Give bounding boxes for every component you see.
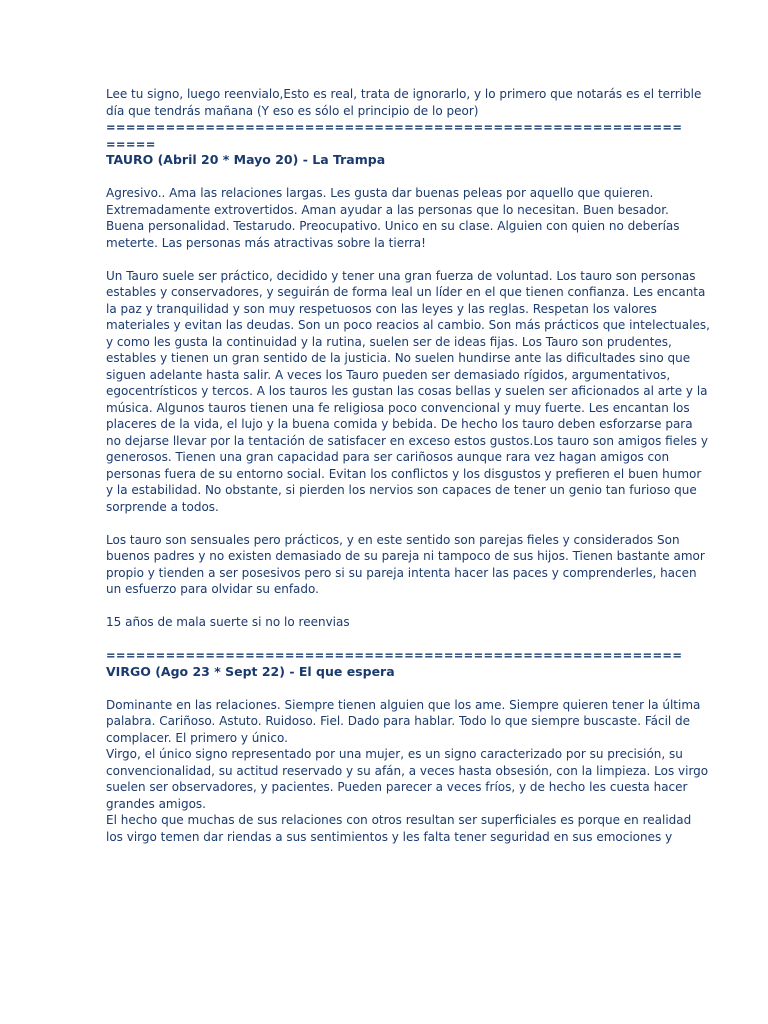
tauro-heading: TAURO (Abril 20 * Mayo 20) - La Trampa [106, 152, 386, 167]
intro-paragraph [106, 86, 702, 119]
text-line: convencionalidad, su actitud reservado y su afán, a veces hasta obsesión, con la limpieza. Los virgo [106, 763, 709, 778]
text-line: un esfuerzo para olvidar su enfado. [106, 582, 319, 596]
text-line: no dejarse llevar por la tentación de satisfacer en exceso estos gustos.Los tauro son amigos fieles y [106, 433, 708, 448]
separator-2: ========================================================== [106, 648, 683, 662]
text-line: buenos padres y no existen demasiado de su pareja ni tampoco de sus hijos. Tienen bastante amor [106, 549, 705, 563]
text-line: Dominante en las relaciones. Siempre tienen alguien que los ame. Siempre quieren tener la última [106, 697, 701, 712]
text-line: estables y tienen un gran sentido de la justicia. No suelen hundirse ante las dificultades sino que [106, 351, 691, 365]
tauro-paragraph-2 [106, 268, 710, 516]
text-line: placeres de la vida, el lujo y la buena comida y bebida. De hecho los tauro deben esforzarse para [106, 417, 693, 431]
text-line: estables y conservadores, y seguirán de forma leal un líder en el que tienen confianza. Les encanta [106, 285, 706, 299]
text-line: día que tendrás mañana (Y eso es sólo el principio de lo peor) [106, 103, 479, 118]
text-line: generosos. Tienen una gran capacidad para ser cariñosos aunque rara vez hagan amigos con [106, 450, 670, 464]
tauro-paragraph-3 [106, 532, 705, 598]
text-line: y la estabilidad. No obstante, si pierden los nervios son capaces de tener un genio tan furioso que [106, 483, 697, 497]
text-line: la paz y tranquilidad y son muy respetuosos con las leyes y las reglas. Respetan los valores [106, 301, 657, 316]
text-line: personas fuera de su entorno social. Evitan los conflictos y los disgustos y prefieren el buen humor [106, 466, 702, 481]
virgo-heading: VIRGO (Ago 23 * Sept 22) - El que espera [106, 663, 395, 679]
text-line: los virgo temen dar riendas a sus sentimientos y les falta tener seguridad en sus emociones y [106, 829, 673, 844]
text-line: propio y tienden a ser posesivos pero si su pareja intenta hacer las paces y comprenderles, hacen [106, 565, 697, 580]
separator-1 [106, 119, 683, 152]
text-line: siguen adelante hasta salir. A veces los Tauro pueden ser demasiado rígidos, argumentativos, [106, 367, 671, 382]
tauro-warning: 15 años de mala suerte si no lo reenvias [106, 615, 350, 629]
text-line: suelen ser observadores, y pacientes. Pueden parecer a veces fríos, y de hecho les cuesta hacer [106, 780, 688, 794]
text-line: complacer. El primero y único. [106, 730, 288, 745]
text-line: egocentrísticos y tercos. A los tauros les gustan las cosas bellas y suelen ser aficionados al arte y la [106, 384, 708, 398]
separator-line: ===== [106, 136, 156, 151]
text-line: El hecho que muchas de sus relaciones con otros resultan ser superficiales es porque en realidad [106, 813, 692, 827]
text-line: Buena personalidad. Testarudo. Preocupativo. Unico en su clase. Alguien con quien no deberías [106, 219, 680, 233]
text-line: Un Tauro suele ser práctico, decidido y tener una gran fuerza de voluntad. Los tauro son personas [106, 268, 696, 283]
text-line: Agresivo.. Ama las relaciones largas. Les gusta dar buenas peleas por aquello que quieren. [106, 186, 654, 200]
text-line: sorprende a todos. [106, 499, 219, 514]
text-line: grandes amigos. [106, 796, 206, 811]
text-line: Los tauro son sensuales pero prácticos, y en este sentido son parejas fieles y considerados Son [106, 532, 680, 547]
virgo-paragraph-1 [106, 697, 709, 846]
text-line: meterte. Las personas más atractivas sobre la tierra! [106, 235, 426, 250]
text-line: música. Algunos tauros tienen una fe religiosa poco convencional y muy fuerte. Les encantan los [106, 400, 690, 415]
tauro-paragraph-1 [106, 185, 680, 251]
text-line: y como les gusta la continuidad y la rutina, suelen ser de ideas fijas. Los Tauro son prudentes, [106, 334, 672, 349]
text-line: Virgo, el único signo representado por una mujer, es un signo caracterizado por su precisión, su [106, 747, 683, 761]
separator-line: ========================================================== [106, 120, 683, 134]
document-body [106, 86, 710, 845]
text-line: Extremadamente extrovertidos. Aman ayudar a las personas que lo necesitan. Buen besador. [106, 202, 669, 217]
text-line: palabra. Cariñoso. Astuto. Ruidoso. Fiel. Dado para hablar. Todo lo que siempre buscaste. Fácil de [106, 714, 691, 728]
text-line: Lee tu signo, luego reenvialo,Esto es real, trata de ignorarlo, y lo primero que notarás es el terrible [106, 87, 702, 101]
text-line: materiales y evitan las deudas. Son un poco reacios al cambio. Son más prácticos que intelectuales, [106, 318, 710, 332]
